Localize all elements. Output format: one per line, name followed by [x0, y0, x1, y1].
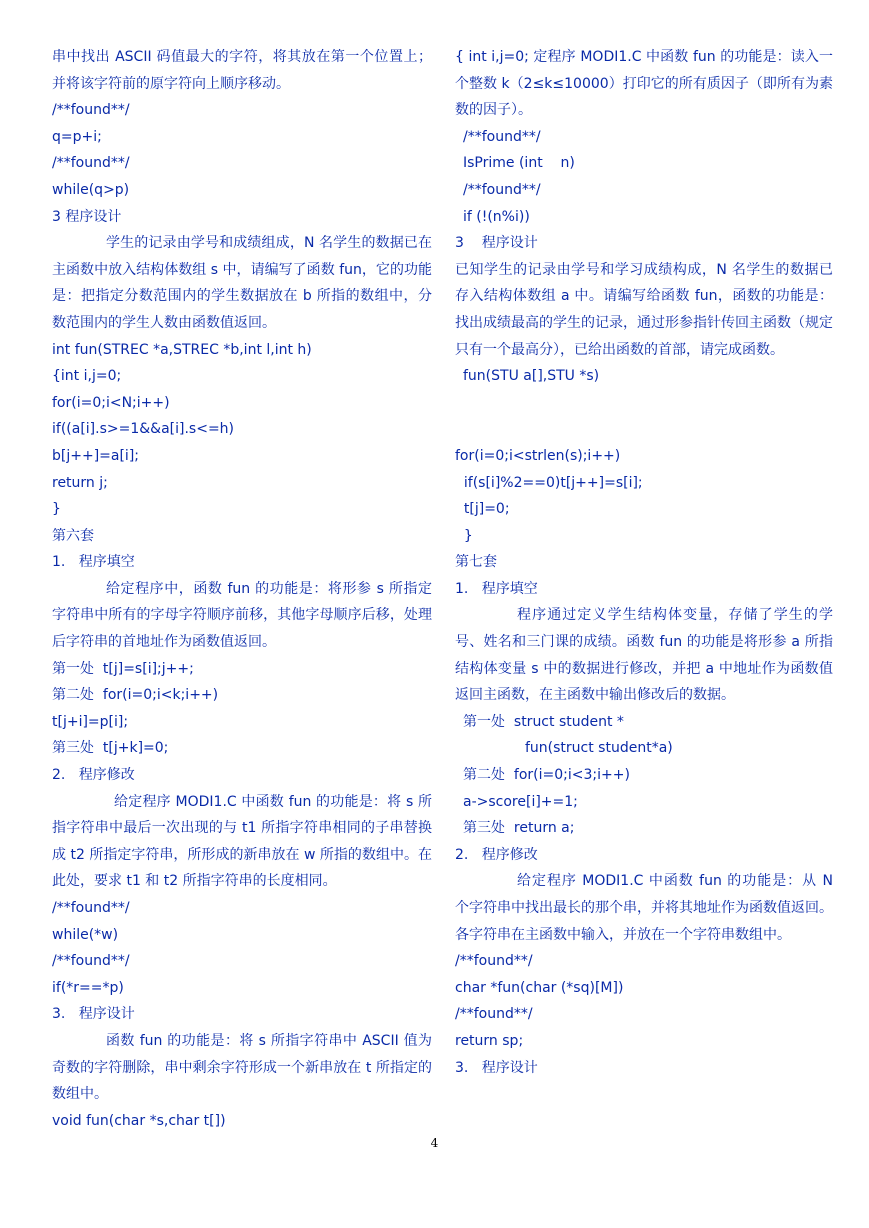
modify-description: 给定程序 MODI1.C 中函数 fun 的功能是：从 N 个字符串中找出最长的那个串，并将其地址作为函数值返回。各字符串在主函数中输入，并放在一个字符串数组中。: [455, 873, 833, 943]
code-line: {int i,j=0;: [52, 368, 122, 385]
section-heading: 1. 程序填空: [52, 554, 135, 571]
design2-description: 函数 fun 的功能是：将 s 所指字符串中 ASCII 值为奇数的字符删除，串中剩余字符形成一个新串放在 t 所指定的数组中。: [52, 1032, 432, 1103]
section-heading: 2. 程序修改: [455, 846, 538, 863]
code-line: int fun(STREC *a,STREC *b,int l,int h): [52, 341, 312, 358]
code-line: return j;: [52, 474, 108, 491]
code-line: void fun(char *s,char t[]): [52, 1112, 226, 1129]
code-line: }: [455, 527, 473, 544]
code-line: }: [52, 501, 61, 518]
section-heading: 3. 程序设计: [52, 1006, 135, 1023]
design-description: 学生的记录由学号和成绩组成，N 名学生的数据已在主函数中放入结构体数组 s 中，请编写了函数 fun，它的功能是：把指定分数范围内的学生数据放在 b 所指的数组中，分数范围内的学生人数由函数值返回。: [52, 235, 432, 331]
design-description: 已知学生的记录由学号和学习成绩构成，N 名学生的数据已存入结构体数组 a 中。请编写给函数 fun，函数的功能是：找出成绩最高的学生的记录，通过形参指针传回主函数（规定只有一个最高分），已给出函数的首部，请完成函数。: [455, 261, 833, 358]
code-line: 第三处 t[j+k]=0;: [52, 740, 169, 757]
found-marker: /**found**/: [463, 128, 541, 145]
code-line: return sp;: [455, 1032, 524, 1049]
code-line: if(*r==*p): [52, 979, 124, 996]
page-number: 4: [430, 1136, 439, 1150]
code-line: b[j++]=a[i];: [52, 447, 140, 464]
right-column: [455, 44, 833, 1081]
found-marker: /**found**/: [52, 155, 130, 172]
section-heading: 3 程序设计: [455, 235, 538, 252]
code-line: char *fun(char (*sq)[M]): [455, 979, 624, 996]
left-column: [52, 44, 432, 1134]
fill-description: 程序通过定义学生结构体变量，存储了学生的学号、姓名和三门课的成绩。函数 fun 的功能是将形参 a 所指结构体变量 s 中的数据进行修改，并把 a 中地址作为函数值返回主函数，在主函数中输出修改后的数据。: [455, 607, 833, 704]
found-marker: /**found**/: [52, 102, 130, 119]
code-line: if((a[i].s>=1&&a[i].s<=h): [52, 421, 235, 438]
code-line: a->score[i]+=1;: [463, 793, 578, 810]
code-line: q=p+i;: [52, 128, 102, 145]
section-heading: 1. 程序填空: [455, 580, 538, 597]
set-title: 第六套: [52, 527, 94, 544]
found-marker: /**found**/: [455, 953, 533, 970]
code-line: t[j]=0;: [455, 501, 510, 518]
code-line: for(i=0;i<N;i++): [52, 394, 170, 411]
fill-description: 给定程序中，函数 fun 的功能是：将形参 s 所指定字符串中所有的字母字符顺序前移，其他字母顺序后移，处理后字符串的首地址作为函数值返回。: [52, 580, 432, 651]
code-line: 第二处 for(i=0;i<3;i++): [463, 767, 630, 784]
set-title: 第七套: [455, 554, 497, 571]
code-line: for(i=0;i<strlen(s);i++): [455, 447, 621, 464]
code-line: 第三处 return a;: [463, 820, 575, 837]
modify-description: 给定程序 MODI1.C 中函数 fun 的功能是：将 s 所指字符串中最后一次出现的与 t1 所指字符串相同的子串替换成 t2 所指定字符串，所形成的新串放在 w 所指的数组中。在此处，要求 t1 和 t2 所指字符串的长度相同。: [52, 793, 432, 890]
code-line: IsPrime (int n): [463, 155, 575, 172]
code-line: if(s[i]%2==0)t[j++]=s[i];: [455, 474, 643, 491]
code-line: 第一处 struct student *: [463, 713, 624, 730]
code-line: while(*w): [52, 926, 119, 943]
blank-line: [455, 390, 833, 417]
intro-paragraph: 串中找出 ASCII 码值最大的字符，将其放在第一个位置上；并将该字符前的原字符向上顺序移动。: [52, 49, 432, 92]
blank-line: [455, 416, 833, 443]
found-marker: /**found**/: [52, 900, 130, 916]
code-line: fun(struct student*a): [525, 740, 673, 757]
code-line: t[j+i]=p[i];: [52, 713, 129, 730]
code-line: fun(STU a[],STU *s): [463, 368, 600, 385]
code-line: 第二处 for(i=0;i<k;i++): [52, 687, 219, 704]
code-line: 第一处 t[j]=s[i];j++;: [52, 660, 194, 677]
section-heading: 3 程序设计: [52, 208, 122, 225]
code-line: if (!(n%i)): [463, 208, 530, 225]
found-marker: /**found**/: [52, 953, 130, 970]
section-heading: 3. 程序设计: [455, 1059, 538, 1076]
found-marker: /**found**/: [463, 181, 541, 198]
found-marker: /**found**/: [455, 1006, 533, 1023]
intro-paragraph: { int i,j=0; 定程序 MODI1.C 中函数 fun 的功能是：读入一个整数 k（2≤k≤10000）打印它的所有质因子（即所有为素数的因子）。: [455, 49, 833, 119]
code-line: while(q>p): [52, 181, 130, 198]
section-heading: 2. 程序修改: [52, 767, 135, 784]
